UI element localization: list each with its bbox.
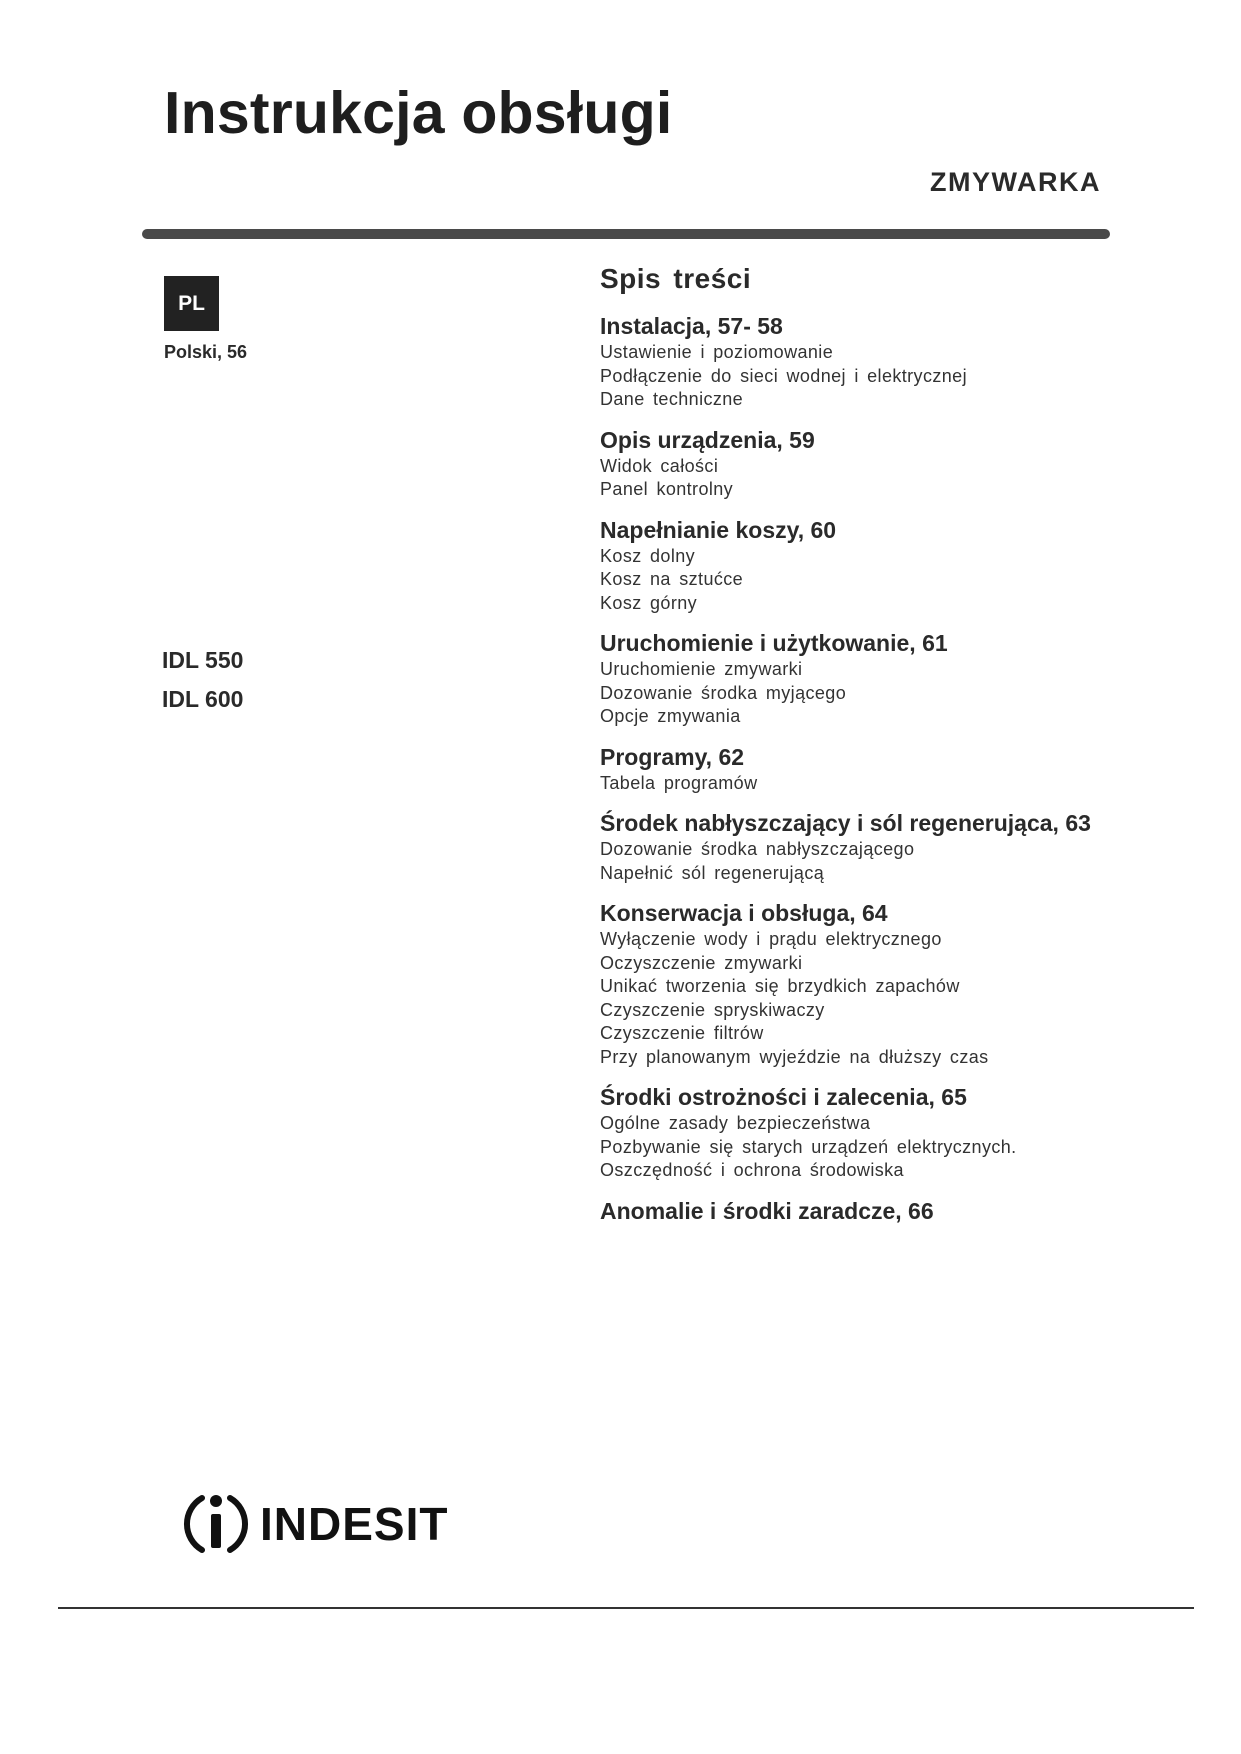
toc-subsection-list [600,341,1120,412]
toc-subsection-item: Kosz górny [600,592,698,613]
model-name: IDL 550 [162,647,244,673]
language-page-ref: Polski, 56 [164,342,248,362]
toc-subsection-item: Panel kontrolny [600,479,734,499]
toc-subsection-item: Kosz dolny [600,545,696,566]
toc-subsection-list [600,928,1120,1069]
toc-section-title: Środki ostrożności i zalecenia, 65 [600,1084,967,1110]
toc-section [600,898,1120,1069]
brand-name: INDESIT [260,1498,449,1550]
toc-section [600,808,1120,885]
language-badge: PL [164,276,219,331]
toc-sections [600,311,1120,1226]
toc-heading: Spis treści [600,263,752,294]
toc-subsection-item: Oszczędność i ochrona środowiska [600,1160,904,1180]
toc-section [600,1196,1120,1226]
toc-subsection-item: Podłączenie do sieci wodnej i elektrycznej [600,365,967,386]
toc-section [600,628,1120,729]
toc-section-title: Napełnianie koszy, 60 [600,516,837,543]
toc-subsection-list [600,772,1120,796]
toc-subsection-item: Napełnić sól regenerującą [600,862,825,883]
toc-subsection-item: Oczyszczenie zmywarki [600,952,803,973]
toc-subsection-item: Kosz na sztućce [600,569,744,589]
toc-section [600,1082,1120,1183]
toc-section [600,742,1120,796]
page-title: Instrukcja obsługi [164,80,673,146]
toc-subsection-item: Uruchomienie zmywarki [600,659,803,679]
toc-subsection-item: Widok całości [600,455,719,476]
toc-subsection-item: Pozbywanie się starych urządzeń elektrycznych. [600,1136,1017,1157]
brand-logo [180,1488,448,1560]
toc-subsection-list [600,658,1120,729]
toc-subsection-list [600,455,1120,502]
toc-section-title: Instalacja, 57- 58 [600,313,783,339]
model-name: IDL 600 [162,686,244,712]
toc-subsection-list [600,1112,1120,1183]
toc-section [600,425,1120,502]
toc-section-title: Anomalie i środki zaradcze, 66 [600,1197,934,1224]
toc-subsection-item: Czyszczenie filtrów [600,1023,764,1043]
toc-subsection-item: Dane techniczne [600,389,744,409]
table-of-contents [600,263,1120,1239]
toc-subsection-item: Tabela programów [600,772,758,793]
toc-section-title: Konserwacja i obsługa, 64 [600,900,888,926]
toc-subsection-item: Ogólne zasady bezpieczeństwa [600,1113,871,1133]
product-type: ZMYWARKA [930,167,1101,197]
toc-section-title: Programy, 62 [600,743,745,770]
toc-subsection-item: Ustawienie i poziomowanie [600,342,834,362]
footer-divider [58,1607,1194,1609]
model-list [162,646,243,724]
toc-subsection-item: Dozowanie środka nabłyszczającego [600,839,915,859]
toc-section-title: Uruchomienie i użytkowanie, 61 [600,630,948,656]
toc-section-title: Środek nabłyszczający i sól regenerująca, 63 [600,810,1091,836]
header-divider [142,229,1110,239]
toc-section [600,515,1120,616]
toc-subsection-item: Czyszczenie spryskiwaczy [600,999,825,1020]
toc-subsection-item: Unikać tworzenia się brzydkich zapachów [600,976,960,996]
toc-subsection-list [600,545,1120,616]
toc-subsection-item: Opcje zmywania [600,706,741,726]
toc-section-title: Opis urządzenia, 59 [600,426,815,453]
toc-subsection-item: Wyłączenie wody i prądu elektrycznego [600,929,942,949]
toc-subsection-item: Przy planowanym wyjeździe na dłuższy czas [600,1046,989,1067]
toc-subsection-list [600,838,1120,885]
toc-subsection-item: Dozowanie środka myjącego [600,682,847,703]
indesit-logo-icon [180,1488,252,1560]
toc-section [600,311,1120,412]
